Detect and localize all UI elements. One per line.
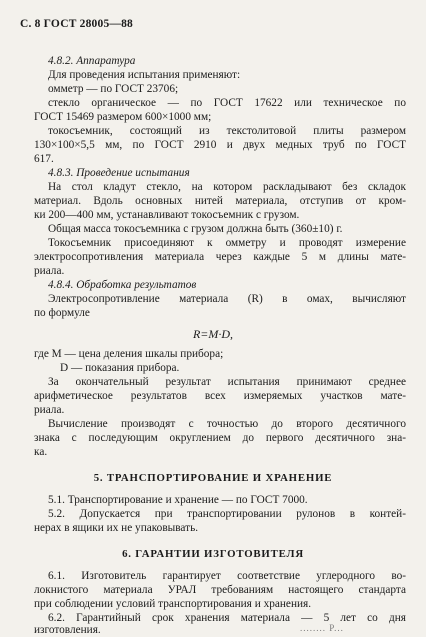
text-line: риала. <box>34 265 65 277</box>
text-line: риала. <box>34 404 65 416</box>
page-header: С. 8 ГОСТ 28005—88 <box>20 18 133 30</box>
text-line: D — показания прибора. <box>60 362 180 374</box>
text-line: электросопротивления материала через каждые 5 м длины мате- <box>34 251 406 263</box>
text-line: На стол кладут стекло, на котором раскладывают без складок <box>48 181 406 193</box>
text-line: ка. <box>34 446 48 458</box>
footer-mark: ........ Р... <box>300 623 344 633</box>
text-line: Для проведения испытания применяют: <box>48 69 241 81</box>
section-heading-transport: 5. ТРАНСПОРТИРОВАНИЕ И ХРАНЕНИЕ <box>93 472 333 484</box>
text-line: 130×100×5,5 мм, по ГОСТ 2910 и двух медных труб по ГОСТ <box>34 139 406 151</box>
text-line: при соблюдении условий транспортирования и хранения. <box>34 598 312 610</box>
text-line: локнистого материала УРАЛ требованиям настоящего стандарта <box>34 584 406 596</box>
subsection-heading-apparatus: 4.8.2. Аппаратура <box>48 55 136 67</box>
text-line: 5.2. Допускается при транспортировании рулонов в контей- <box>48 508 406 520</box>
text-line: Общая масса токосъемника с грузом должна быть (360±10) г. <box>48 223 343 235</box>
text-line: 6.1. Изготовитель гарантирует соответствие углеродного во- <box>48 570 406 582</box>
text-line: где M — цена деления шкалы прибора; <box>34 348 224 360</box>
subsection-heading-procedure: 4.8.3. Проведение испытания <box>48 167 190 179</box>
subsection-heading-processing: 4.8.4. Обработка результатов <box>48 279 197 291</box>
text-line: стекло органическое — по ГОСТ 17622 или техническое по <box>48 97 406 109</box>
text-line: нерах в ящики их не упаковывать. <box>34 522 199 534</box>
text-line: омметр — по ГОСТ 23706; <box>48 83 179 95</box>
text-line: 5.1. Транспортирование и хранение — по ГОСТ 7000. <box>48 494 308 506</box>
text-line: Электросопротивление материала (R) в омах, вычисляют <box>48 293 406 305</box>
text-line: 6.2. Гарантийный срок хранения материала — 5 лет со дня <box>48 612 406 624</box>
text-line: 617. <box>34 153 54 165</box>
text-line: по формуле <box>34 307 90 319</box>
text-line: ГОСТ 15469 размером 600×1000 мм; <box>34 111 212 123</box>
text-line: материал. Вдоль основных нитей материала, отступив от кром- <box>34 195 406 207</box>
text-line: За окончательный результат испытания принимают среднее <box>48 376 406 388</box>
text-line: токосъемник, состоящий из текстолитовой плиты размером <box>48 125 406 137</box>
text-line: Вычисление производят с точностью до второго десятичного <box>48 418 406 430</box>
text-line: ки 200—400 мм, устанавливают токосъемник с грузом. <box>34 209 300 221</box>
text-line: знака с последующим округлением до первого десятичного зна- <box>34 432 406 444</box>
text-line: арифметическое результатов всех измеряемых участков мате- <box>34 390 406 402</box>
formula: R=M·D, <box>192 327 234 341</box>
text-line: Токосъемник присоединяют к омметру и проводят измерение <box>48 237 406 249</box>
text-line: изготовления. <box>34 624 101 636</box>
section-heading-warranty: 6. ГАРАНТИИ ИЗГОТОВИТЕЛЯ <box>122 548 304 560</box>
